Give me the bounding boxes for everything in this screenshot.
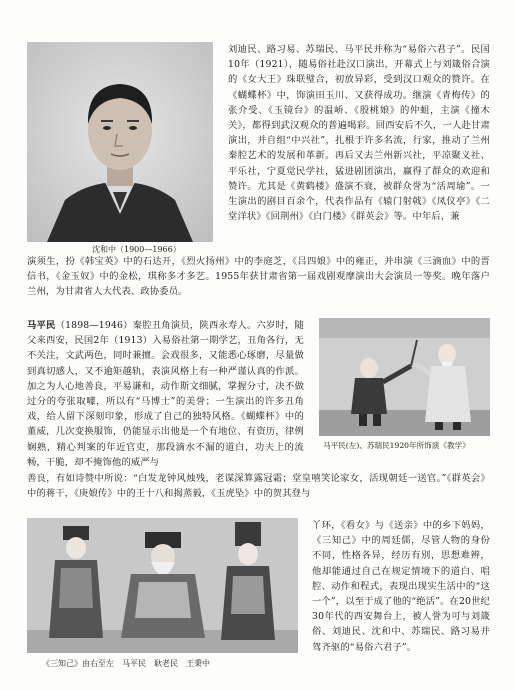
ma-paragraph-side: [27, 318, 304, 470]
ma-name: 马平民: [27, 320, 56, 331]
ma-paragraph-side-text: （1898—1946）秦腔丑角演员，陕西永寿人。六岁时，随父来西安，民国2年（1913）入易俗社第一期学艺，丑角各行，无不关注，文武两色，同时兼擅。会戏很多，又能悉心琢磨，尽量做到真切感人，又不逾矩越轨，表演风格上有一种严谨认真的作派。加之为人心地善良，平易谦和，动作斯文细腻，掌握分寸，决不做过分的夸张取噱，所以有“马博士”的美誉；一生演出的许多丑角戏，给人留下深刻印象，形成了自己的独特风格。《蝴蝶杯》中的董威，几次变换服饰，仍能显示出他是一个有地位、有资历，律例娴熟，精心判案的年近官吏，那段滴水不漏的道白，功夫上的流畅，干脆，却不掩饰他的威严与: [27, 320, 305, 468]
ma-paragraph-bottom: 丫环，《看女》与《送亲》中的乡下妈妈，《三知己》中的周廷儒，尽管人物的身份不同，性格各异，经历有别，思想难辨，他却能通过自己在规定情境下的道白、唱腔、动作和程式，表现出现实生活中的“这一个”，以至于成了他的“绝活”。在20世纪30年代的西安舞台上，被人誉为可与刘箴俗、刘迪民、沈和中、苏瑞民、路习易并驾齐驱的“易俗六君子”。: [312, 520, 490, 653]
shen-paragraph-wide: 演须生，扮《韩宝英》中的石达开，《烈火扬州》中的李庭芝，《吕四娘》中的雍正，并串演《三滴血》中的晋信书，《金玉奴》中的金松，琪称多才多艺。1955年获甘肃省第一届戏剧观摩演出大会演员一等奖。晚年落户兰州，为甘肃省人大代表、政协委员。: [27, 256, 490, 298]
portrait-caption: 沈和中（1900—1966）: [92, 245, 181, 254]
shen-paragraph-top: 刘迪民、路习易、苏瑞民、马平民并称为“易俗六君子”。民国10年（1921），随易俗社赴汉口演出，开幕式上与刘箴俗合演的《女大王》珠联璧合，初放异彩，受到汉口观众的赞许。在《蝴蝶杯》中，饰演田玉川、又获得成功。继演《青梅传》的张介受、《玉镜台》的温峤、《殷桃娘》的仲蛆，主演《撞木关》，都得到武汉观众的普遍喝彩。回西安后不久，一人赴甘肃演出，并自组“中兴社”，扎根于许多名流，行家，推动了兰州秦腔艺术的发展和革新。再后又去兰州新兴社，平凉聚义社、平乐社，宁夏觉民学社，猛进剧团演出，赢得了群众的欢迎和赞许。尤其是《黄鹤楼》盛演不衰，被群众誉为“活周瑜”。一生演出的剧目百余个，代表作品有《辕门射戟》《凤仪亭》《二堂洋状》《回荆州》《白门楼》《群英会》等。中年后，兼: [228, 44, 490, 223]
portrait-photo: [27, 42, 213, 242]
ma-paragraph-wide: 善良，有如诗赞中所说：“白发龙钟风烛残，老谋深算露冠霜；堂皇嘻笑论家女，活现朝廷一送官。”《群英会》中的蒋干，《庚娘传》中的王十八和揭蒸毅，《玉虎坠》中的贺其登与: [27, 473, 490, 500]
group-caption: 《三知己》由右至左 马平民 耿老民 王秉中: [42, 659, 210, 668]
group-photo: [27, 518, 298, 653]
stage-caption: 马平民(左)、苏瑞民1920年所饰演《教学》: [323, 441, 470, 450]
stage-photo: [319, 318, 490, 436]
